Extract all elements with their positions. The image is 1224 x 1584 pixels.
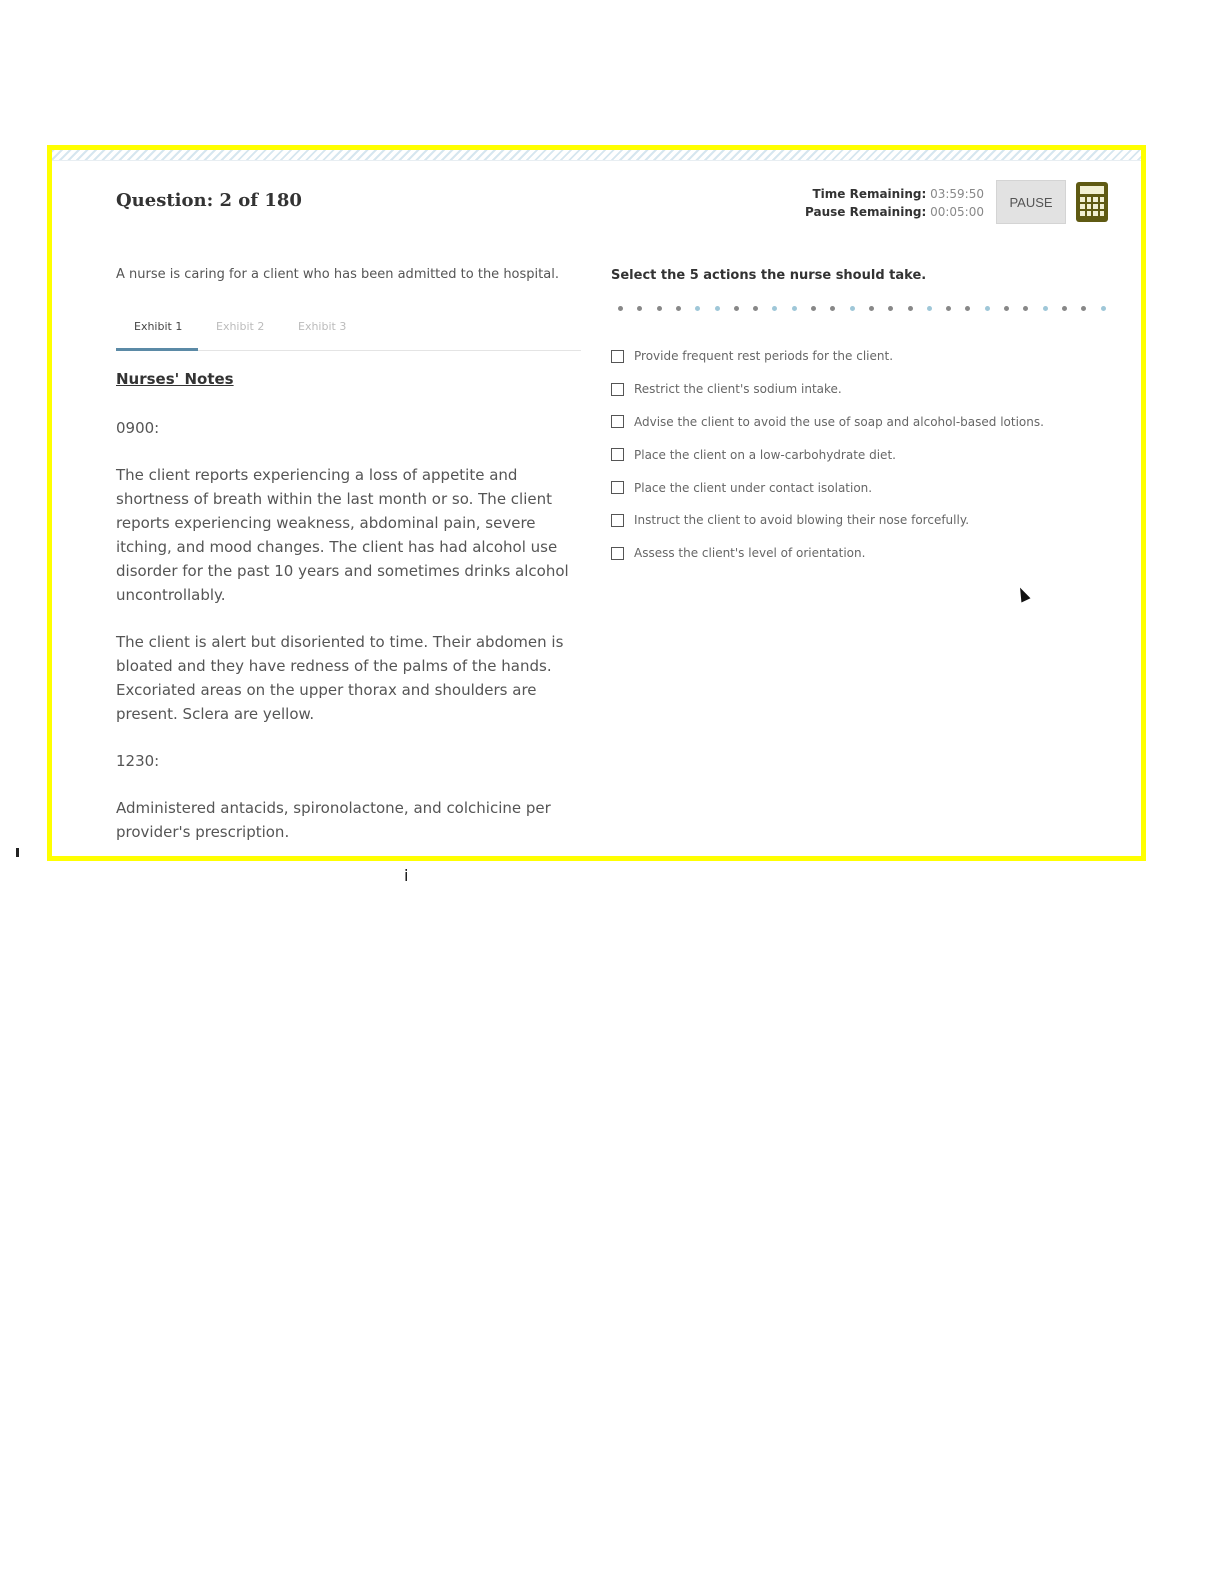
divider-dot bbox=[637, 306, 642, 311]
divider-dot bbox=[1004, 306, 1009, 311]
note-paragraph: The client is alert but disoriented to time. Their abdomen is bloated and they have redness of the palms of the hands. Excoriated areas on the upper thorax and shoulders are present. Sclera are yellow. bbox=[116, 633, 564, 723]
time-remaining-value: 03:59:50 bbox=[930, 187, 984, 201]
option-7[interactable] bbox=[611, 537, 1044, 570]
timer-panel bbox=[805, 185, 984, 221]
divider-dot bbox=[965, 306, 970, 311]
checkbox[interactable] bbox=[611, 350, 624, 363]
exhibit-tabs bbox=[116, 310, 581, 351]
divider-dot bbox=[985, 306, 990, 311]
divider-dot bbox=[908, 306, 913, 311]
divider-dot bbox=[1062, 306, 1067, 311]
option-label: Restrict the client's sodium intake. bbox=[634, 382, 842, 397]
answer-options bbox=[611, 340, 1044, 570]
option-label: Instruct the client to avoid blowing their nose forcefully. bbox=[634, 513, 970, 528]
divider-dot bbox=[753, 306, 758, 311]
checkbox[interactable] bbox=[611, 383, 624, 396]
text-cursor-icon: i bbox=[404, 866, 409, 885]
edge-mark bbox=[16, 848, 19, 857]
option-label: Advise the client to avoid the use of soap and alcohol-based lotions. bbox=[634, 414, 1044, 429]
divider-dot bbox=[1023, 306, 1028, 311]
checkbox[interactable] bbox=[611, 448, 624, 461]
option-label: Assess the client's level of orientation. bbox=[634, 546, 866, 561]
divider-dot bbox=[850, 306, 855, 311]
option-6[interactable] bbox=[611, 504, 1044, 537]
divider-dot bbox=[1081, 306, 1086, 311]
option-3[interactable] bbox=[611, 406, 1044, 439]
note-time-0900: 0900: bbox=[116, 419, 160, 437]
option-5[interactable] bbox=[611, 471, 1044, 504]
divider-dot bbox=[869, 306, 874, 311]
divider-dot bbox=[830, 306, 835, 311]
checkbox[interactable] bbox=[611, 547, 624, 560]
option-4[interactable] bbox=[611, 438, 1044, 471]
checkbox[interactable] bbox=[611, 415, 624, 428]
divider-dot bbox=[888, 306, 893, 311]
pause-remaining-label: Pause Remaining: bbox=[805, 205, 927, 219]
divider-dot bbox=[946, 306, 951, 311]
pause-remaining bbox=[805, 203, 984, 221]
divider-dot bbox=[734, 306, 739, 311]
divider-dot bbox=[927, 306, 932, 311]
active-tab-indicator bbox=[116, 348, 198, 351]
question-counter: Question: 2 of 180 bbox=[116, 190, 302, 211]
checkbox[interactable] bbox=[611, 514, 624, 527]
divider-dots bbox=[618, 306, 1108, 314]
pause-remaining-value: 00:05:00 bbox=[930, 205, 984, 219]
option-1[interactable] bbox=[611, 340, 1044, 373]
calculator-icon[interactable] bbox=[1076, 182, 1108, 222]
exam-window bbox=[47, 145, 1146, 861]
option-label: Place the client on a low-carbohydrate diet. bbox=[634, 447, 896, 462]
option-label: Place the client under contact isolation. bbox=[634, 480, 873, 495]
option-label: Provide frequent rest periods for the client. bbox=[634, 349, 894, 364]
divider-dot bbox=[1101, 306, 1106, 311]
note-paragraph: The client reports experiencing a loss of appetite and shortness of breath within the last month or so. The client reports experiencing weakness, abdominal pain, severe itching, and mood changes. The client has had alcohol use disorder for the past 10 years and sometimes drinks alcohol uncontrollably. bbox=[116, 466, 569, 604]
divider-dot bbox=[811, 306, 816, 311]
time-remaining-label: Time Remaining: bbox=[812, 187, 927, 201]
note-time-1230: 1230: bbox=[116, 752, 160, 770]
checkbox[interactable] bbox=[611, 481, 624, 494]
tab-exhibit-1[interactable]: Exhibit 1 bbox=[134, 320, 183, 333]
note-paragraph: Administered antacids, spironolactone, and colchicine per provider's prescription. bbox=[116, 799, 551, 841]
divider-dot bbox=[657, 306, 662, 311]
question-stem: A nurse is caring for a client who has been admitted to the hospital. bbox=[116, 267, 559, 282]
time-remaining bbox=[805, 185, 984, 203]
exhibit-title: Nurses' Notes bbox=[116, 370, 234, 388]
divider-dot bbox=[676, 306, 681, 311]
divider-dot bbox=[618, 306, 623, 311]
nurses-notes bbox=[116, 416, 581, 867]
question-instruction: Select the 5 actions the nurse should take. bbox=[611, 268, 927, 283]
tab-exhibit-2[interactable]: Exhibit 2 bbox=[216, 320, 265, 333]
option-2[interactable] bbox=[611, 373, 1044, 406]
divider-dot bbox=[772, 306, 777, 311]
tab-exhibit-3[interactable]: Exhibit 3 bbox=[298, 320, 347, 333]
pause-button[interactable]: PAUSE bbox=[996, 180, 1066, 224]
top-stripe bbox=[52, 150, 1141, 161]
divider-dot bbox=[715, 306, 720, 311]
divider-dot bbox=[1043, 306, 1048, 311]
mouse-cursor-icon bbox=[1016, 586, 1031, 603]
divider-dot bbox=[695, 306, 700, 311]
divider-dot bbox=[792, 306, 797, 311]
